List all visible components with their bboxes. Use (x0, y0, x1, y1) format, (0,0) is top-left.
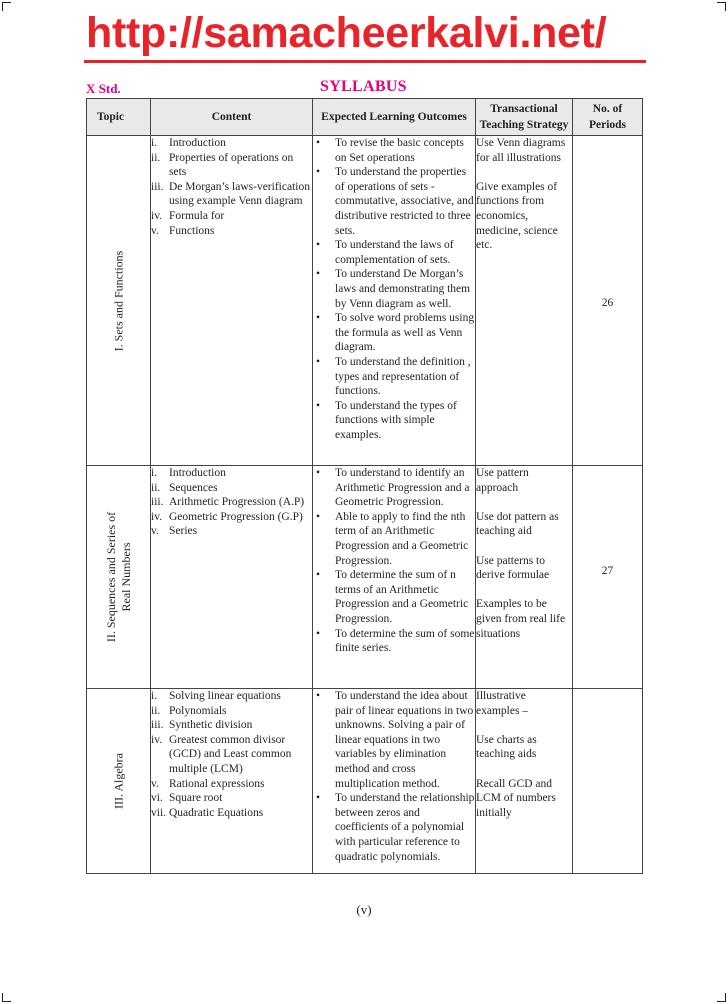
outcome-item (313, 510, 475, 568)
content-item (151, 718, 312, 733)
unit-outcomes-cell (313, 689, 476, 874)
content-item (151, 704, 312, 719)
crop-mark-bottom-right (717, 993, 726, 1002)
column-header-content: Content (151, 99, 313, 136)
content-item-number: v. (151, 777, 159, 790)
content-item-text: Square root (169, 792, 223, 805)
unit-periods: 27 (601, 565, 614, 577)
content-item-number: ii. (151, 151, 161, 164)
strategy-item: Illustrative examples – (476, 690, 529, 717)
content-item (151, 510, 312, 525)
units-body (87, 136, 643, 874)
unit-outcomes-cell (313, 136, 476, 466)
unit-topic-line: I. Sets and Functions (111, 250, 125, 351)
content-item (151, 481, 312, 496)
outcome-text: To understand the properties of operations of sets - commutative, associative, and distributive restricted to three sets. (335, 166, 474, 237)
bullet-icon: • (316, 627, 321, 640)
content-item (151, 806, 312, 821)
banner-rule (84, 60, 646, 63)
unit-periods-cell (573, 689, 643, 874)
content-item-number: v. (151, 224, 159, 237)
content-item-text: Quadratic Equations (169, 806, 264, 819)
outcome-text: To determine the sum of some finite series. (335, 627, 475, 655)
content-item-text: Series (169, 525, 198, 538)
bullet-icon: • (316, 690, 321, 702)
strategy-item: Examples to be given from real life situations (476, 598, 566, 640)
strategy-item: Use dot pattern as teaching aid (476, 510, 559, 538)
outcome-text: To understand to identify an Arithmetic Progression and a Geometric Progression. (335, 467, 470, 509)
outcome-item (313, 791, 475, 864)
unit-topic-line: II. Sequences and Series of (103, 511, 118, 643)
syllabus-table (86, 98, 643, 874)
outcome-item (313, 311, 475, 355)
content-item-number: vii. (151, 806, 167, 819)
outcome-item (313, 568, 475, 626)
content-item-number: iv. (151, 510, 163, 523)
content-item-number: iv. (151, 733, 163, 746)
outcome-item (313, 238, 475, 267)
strategy-item: Use charts as teaching aids (476, 733, 537, 761)
site-url-banner[interactable]: http://samacheerkalvi.net/ (86, 9, 607, 57)
column-header-strategy: Transactional Teaching Strategy (476, 99, 573, 136)
bullet-icon: • (316, 569, 321, 582)
content-item-text: Synthetic division (169, 719, 253, 732)
unit-topic-cell (87, 689, 151, 874)
outcome-text: To understand De Morgan’s laws and demonstrating them by Venn diagram as well. (335, 268, 471, 310)
content-item-text: Rational expressions (169, 777, 265, 790)
content-item-text: Introduction (169, 467, 226, 479)
content-item-text: Formula for (169, 209, 225, 222)
content-item-number: iii. (151, 180, 164, 193)
content-item-number: ii. (151, 704, 161, 717)
bullet-icon: • (316, 166, 321, 179)
unit-topic-line: Real Numbers (118, 542, 133, 612)
page-title: SYLLABUS (320, 78, 407, 95)
strategy-item: Recall GCD and LCM of numbers initially (476, 777, 556, 819)
content-item-number: vi. (151, 792, 163, 805)
outcome-text: To understand the relationship between zeros and coefficients of a polynomial with particular reference to quadratic polynomials. (335, 792, 475, 863)
standard-label: X Std. (86, 81, 121, 96)
content-item-number: ii. (151, 481, 161, 494)
unit-content-cell (151, 136, 313, 466)
crop-mark-top-right (717, 2, 726, 11)
page-number: (v) (356, 902, 372, 917)
content-item-text: Geometric Progression (G.P) (169, 510, 303, 523)
unit-periods-cell (573, 136, 643, 466)
outcome-item (313, 466, 475, 510)
content-item (151, 791, 312, 806)
unit-strategy-cell (476, 136, 573, 466)
content-item-text: Introduction (169, 137, 226, 149)
bullet-icon: • (316, 312, 321, 325)
unit-topic (111, 250, 126, 351)
content-item (151, 466, 312, 481)
unit-periods-cell (573, 466, 643, 689)
content-item (151, 180, 312, 209)
content-item (151, 495, 312, 510)
unit-topic (104, 512, 134, 642)
content-item-text: Solving linear equations (169, 690, 281, 702)
content-item-text: Greatest common divisor (GCD) and Least common multiple (LCM) (169, 733, 292, 775)
content-item-number: i. (151, 137, 158, 149)
bullet-icon: • (316, 137, 321, 149)
unit-row (87, 466, 643, 689)
crop-mark-top-left (2, 2, 11, 11)
content-item (151, 689, 312, 704)
bullet-icon: • (316, 239, 321, 252)
bullet-icon: • (316, 399, 321, 412)
content-item-text: Functions (169, 224, 215, 237)
content-item-number: iii. (151, 496, 164, 509)
bullet-icon: • (316, 268, 321, 281)
column-header-periods: No. of Periods (573, 99, 643, 136)
outcome-item (313, 689, 475, 791)
outcome-text: To determine the sum of n terms of an Arithmetic Progression and a Geometric Progression. (335, 569, 469, 625)
unit-topic-cell (87, 136, 151, 466)
bullet-icon: • (316, 467, 321, 479)
unit-row (87, 136, 643, 466)
strategy-item: Use patterns to derive formulae (476, 554, 550, 582)
strategy-item: Use Venn diagrams for all illustrations (476, 137, 566, 164)
content-item-number: i. (151, 467, 158, 479)
unit-strategy-cell (476, 466, 573, 689)
outcome-text: To revise the basic concepts on Set operations (335, 137, 464, 164)
content-item-number: iii. (151, 719, 164, 732)
unit-topic-line: III. Algebra (111, 753, 125, 809)
outcome-item (313, 355, 475, 399)
crop-mark-bottom-left (2, 993, 11, 1002)
unit-topic (111, 753, 126, 809)
outcome-text: To understand the types of functions with simple examples. (335, 399, 457, 441)
bullet-icon: • (316, 510, 321, 523)
header-row (87, 99, 643, 136)
content-item-number: iv. (151, 209, 163, 222)
content-item (151, 524, 312, 539)
column-header-topic: Topic (87, 99, 151, 136)
unit-content-cell (151, 466, 313, 689)
outcome-text: To understand the laws of complementation of sets. (335, 239, 454, 266)
bullet-icon: • (316, 355, 321, 368)
unit-outcomes-cell (313, 466, 476, 689)
content-item (151, 733, 312, 777)
unit-topic-cell (87, 466, 151, 689)
content-item-text: De Morgan’s laws-verification using example Venn diagram (169, 180, 310, 208)
outcome-item (313, 399, 475, 443)
outcome-item (313, 627, 475, 656)
content-item-text: Arithmetic Progression (A.P) (169, 496, 305, 509)
column-header-outcomes: Expected Learning Outcomes (313, 99, 476, 136)
strategy-item: Use pattern approach (476, 467, 529, 494)
content-item-number: v. (151, 525, 159, 538)
unit-content-cell (151, 689, 313, 874)
outcome-item (313, 267, 475, 311)
content-item (151, 151, 312, 180)
content-item (151, 209, 312, 224)
content-item-text: Polynomials (169, 704, 227, 717)
unit-periods: 26 (601, 297, 614, 309)
unit-strategy-cell (476, 689, 573, 874)
bullet-icon: • (316, 792, 321, 805)
outcome-text: To understand the idea about pair of linear equations in two unknowns. Solving a pair of linear equations in two variables by elimination method and cross multiplication method. (335, 690, 474, 790)
outcome-text: Able to apply to find the nth term of an Arithmetic Progression and a Geometric Progression. (335, 510, 469, 567)
strategy-item: Give examples of functions from economics, medicine, science etc. (476, 180, 558, 252)
outcome-text: To solve word problems using the formula as well as Venn diagram. (335, 312, 475, 354)
content-item (151, 224, 312, 239)
outcome-text: To understand the definition , types and representation of functions. (335, 355, 471, 398)
outcome-item (313, 136, 475, 165)
unit-row (87, 689, 643, 874)
content-item (151, 136, 312, 151)
content-item (151, 777, 312, 792)
content-item-number: i. (151, 690, 158, 702)
outcome-item (313, 165, 475, 238)
content-item-text: Properties of operations on sets (169, 151, 294, 179)
content-item-text: Sequences (169, 481, 218, 494)
